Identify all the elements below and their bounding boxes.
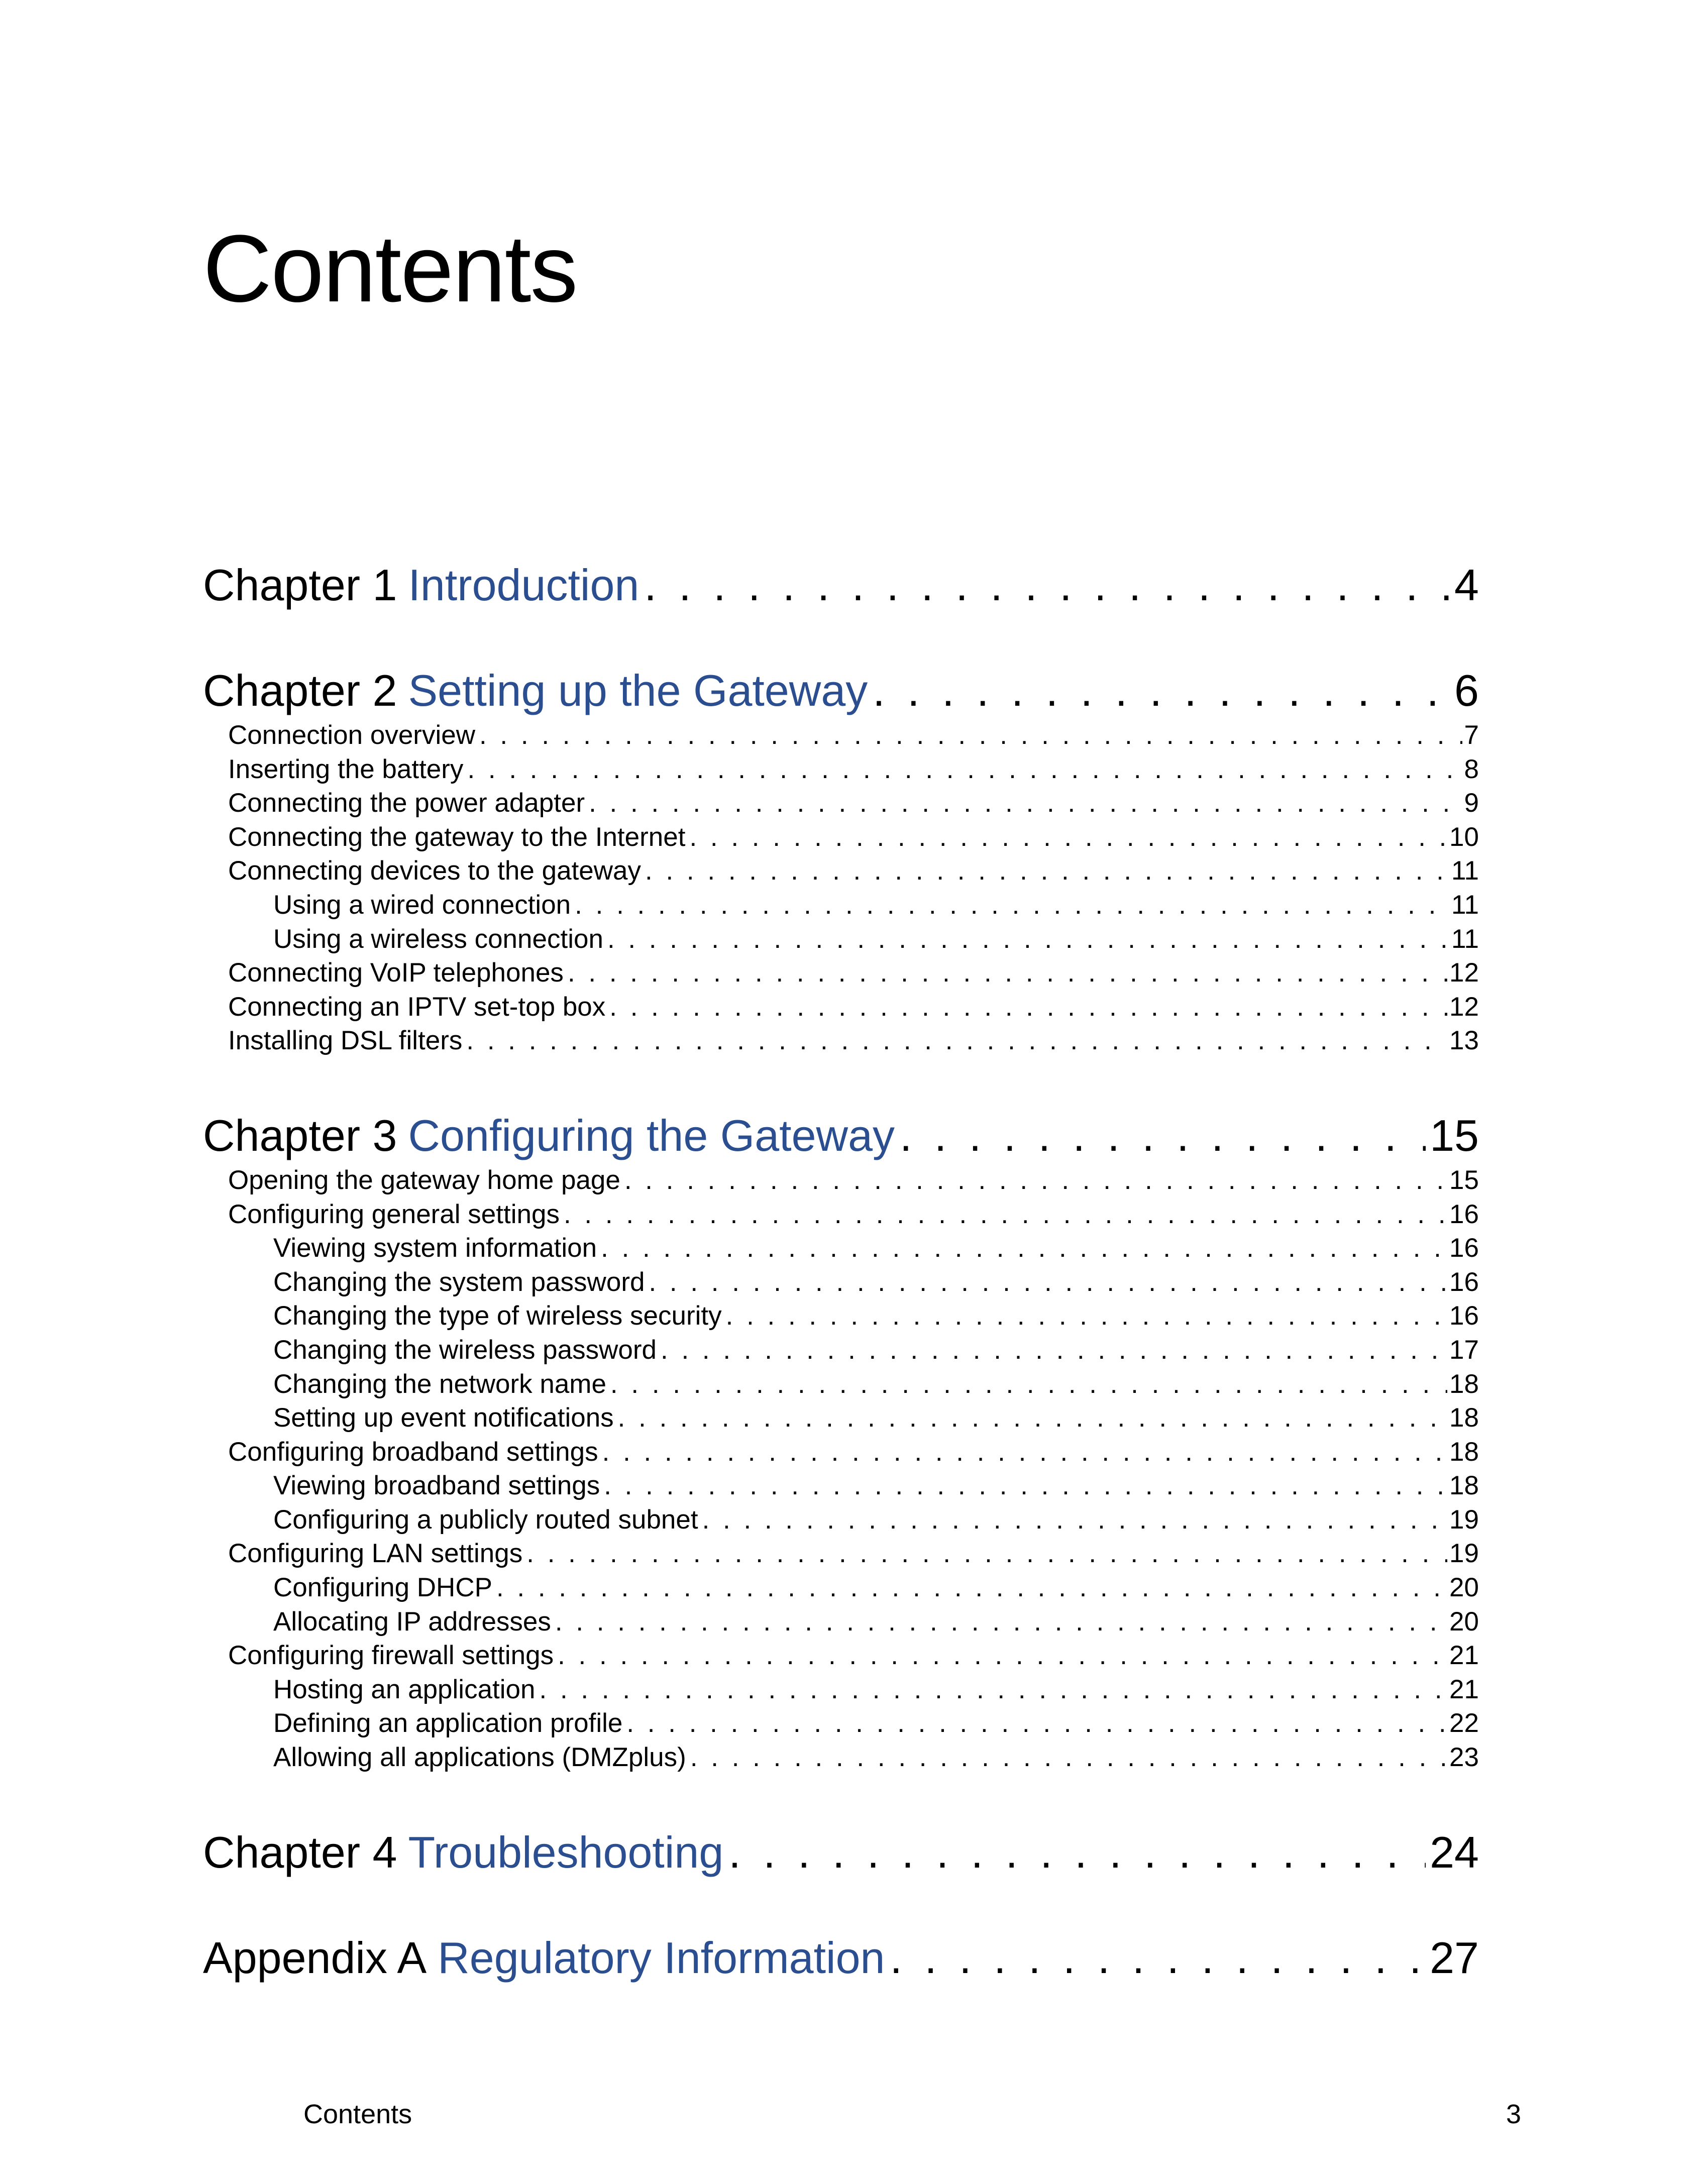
section-page-number: 12 bbox=[1449, 958, 1479, 988]
toc-section-entry[interactable] bbox=[203, 1265, 1479, 1299]
section-title: Changing the network name bbox=[273, 1369, 606, 1399]
chapter-title-link[interactable]: Troubleshooting bbox=[408, 1827, 724, 1877]
section-page-number: 16 bbox=[1449, 1301, 1479, 1331]
dot-leader bbox=[661, 1333, 1447, 1367]
chapter-prefix: Chapter 3 bbox=[203, 1110, 397, 1160]
section-title: Using a wired connection bbox=[273, 890, 571, 920]
section-page-number: 11 bbox=[1451, 856, 1479, 886]
toc-section-entry[interactable] bbox=[203, 922, 1479, 956]
toc-chapter-entry[interactable] bbox=[203, 1930, 1479, 1986]
dot-leader bbox=[589, 786, 1462, 820]
section-title: Inserting the battery bbox=[228, 754, 464, 784]
toc-section-entry[interactable] bbox=[203, 854, 1479, 888]
dot-leader bbox=[526, 1537, 1447, 1571]
section-title: Defining an application profile bbox=[273, 1708, 623, 1738]
section-page-number: 9 bbox=[1464, 788, 1479, 818]
toc-section-entry[interactable] bbox=[203, 1605, 1479, 1639]
section-title: Connection overview bbox=[228, 720, 475, 750]
section-title: Viewing broadband settings bbox=[273, 1471, 600, 1501]
dot-leader bbox=[466, 1024, 1447, 1058]
chapter-prefix: Chapter 2 bbox=[203, 666, 397, 715]
section-page-number: 15 bbox=[1449, 1165, 1479, 1195]
toc-section-entry[interactable] bbox=[203, 1197, 1479, 1232]
section-title: Setting up event notifications bbox=[273, 1403, 614, 1433]
section-page-number: 18 bbox=[1449, 1471, 1479, 1501]
section-page-number: 12 bbox=[1449, 992, 1479, 1022]
page-title: Contents bbox=[203, 215, 577, 322]
section-title: Connecting the gateway to the Internet bbox=[228, 822, 686, 852]
section-title: Allocating IP addresses bbox=[273, 1606, 551, 1637]
section-page-number: 20 bbox=[1449, 1573, 1479, 1603]
toc-section-entry[interactable] bbox=[203, 1024, 1479, 1058]
section-page-number: 13 bbox=[1449, 1026, 1479, 1056]
dot-leader bbox=[564, 1197, 1447, 1232]
chapter-prefix: Appendix A bbox=[203, 1932, 427, 1983]
dot-leader bbox=[568, 956, 1447, 990]
section-title: Configuring broadband settings bbox=[228, 1437, 598, 1467]
section-page-number: 18 bbox=[1449, 1403, 1479, 1433]
section-title: Configuring a publicly routed subnet bbox=[273, 1504, 698, 1535]
page-footer bbox=[303, 2099, 1521, 2130]
dot-leader bbox=[873, 663, 1450, 718]
dot-leader bbox=[890, 1930, 1426, 1986]
section-title: Opening the gateway home page bbox=[228, 1165, 620, 1195]
dot-leader bbox=[555, 1605, 1447, 1639]
toc-section-entry[interactable] bbox=[203, 956, 1479, 990]
toc-section-entry[interactable] bbox=[203, 1435, 1479, 1469]
dot-leader bbox=[644, 558, 1450, 613]
section-title: Installing DSL filters bbox=[228, 1026, 463, 1056]
toc-chapter-entry[interactable] bbox=[203, 1825, 1479, 1880]
section-page-number: 19 bbox=[1449, 1504, 1479, 1535]
chapter-prefix: Chapter 1 bbox=[203, 560, 397, 610]
footer-page-number: 3 bbox=[1506, 2099, 1521, 2129]
chapter-prefix: Chapter 4 bbox=[203, 1827, 397, 1877]
dot-leader bbox=[558, 1639, 1447, 1673]
dot-leader bbox=[624, 1163, 1447, 1197]
section-page-number: 18 bbox=[1449, 1369, 1479, 1399]
section-page-number: 11 bbox=[1451, 890, 1479, 920]
toc-section-entry[interactable] bbox=[203, 1231, 1479, 1265]
table-of-contents bbox=[203, 558, 1479, 1986]
section-page-number: 18 bbox=[1449, 1437, 1479, 1467]
section-title: Configuring general settings bbox=[228, 1199, 560, 1229]
toc-chapter-entry[interactable] bbox=[203, 1108, 1479, 1163]
toc-section-entry[interactable] bbox=[203, 718, 1479, 752]
toc-section-entry[interactable] bbox=[203, 752, 1479, 787]
dot-leader bbox=[618, 1401, 1447, 1435]
toc-section-entry[interactable] bbox=[203, 1571, 1479, 1605]
dot-leader bbox=[609, 990, 1447, 1024]
toc-chapter-entry[interactable] bbox=[203, 558, 1479, 613]
section-page-number: 19 bbox=[1449, 1539, 1479, 1569]
dot-leader bbox=[649, 1265, 1447, 1299]
chapter-page-number: 4 bbox=[1454, 560, 1479, 610]
chapter-title-link[interactable]: Regulatory Information bbox=[438, 1932, 885, 1983]
section-title: Hosting an application bbox=[273, 1674, 536, 1704]
section-page-number: 7 bbox=[1464, 720, 1479, 750]
dot-leader bbox=[689, 820, 1447, 854]
section-page-number: 22 bbox=[1449, 1708, 1479, 1738]
section-title: Connecting the power adapter bbox=[228, 788, 585, 818]
toc-section-entry[interactable] bbox=[203, 820, 1479, 854]
chapter-title-link[interactable]: Configuring the Gateway bbox=[408, 1110, 895, 1160]
section-title: Using a wireless connection bbox=[273, 924, 603, 954]
dot-leader bbox=[645, 854, 1449, 888]
toc-section-entry[interactable] bbox=[203, 1639, 1479, 1673]
chapter-spacer bbox=[203, 1058, 1479, 1108]
toc-section-entry[interactable] bbox=[203, 1299, 1479, 1333]
section-page-number: 16 bbox=[1449, 1267, 1479, 1297]
toc-section-entry[interactable] bbox=[203, 1537, 1479, 1571]
section-title: Configuring LAN settings bbox=[228, 1539, 523, 1569]
dot-leader bbox=[602, 1435, 1447, 1469]
section-page-number: 21 bbox=[1449, 1674, 1479, 1704]
section-title: Connecting devices to the gateway bbox=[228, 856, 642, 886]
dot-leader bbox=[726, 1299, 1447, 1333]
section-page-number: 21 bbox=[1449, 1641, 1479, 1671]
section-page-number: 16 bbox=[1449, 1199, 1479, 1229]
chapter-title-link[interactable]: Setting up the Gateway bbox=[408, 666, 868, 715]
section-page-number: 17 bbox=[1449, 1335, 1479, 1365]
dot-leader bbox=[575, 888, 1449, 922]
section-page-number: 16 bbox=[1449, 1233, 1479, 1263]
toc-section-entry[interactable] bbox=[203, 1673, 1479, 1707]
chapter-page-number: 24 bbox=[1430, 1827, 1479, 1877]
toc-section-entry[interactable] bbox=[203, 786, 1479, 820]
toc-chapter-entry[interactable] bbox=[203, 663, 1479, 718]
dot-leader bbox=[900, 1108, 1426, 1163]
toc-section-entry[interactable] bbox=[203, 1706, 1479, 1740]
section-title: Changing the system password bbox=[273, 1267, 645, 1297]
section-page-number: 20 bbox=[1449, 1606, 1479, 1637]
dot-leader bbox=[690, 1740, 1447, 1775]
chapter-spacer bbox=[203, 613, 1479, 663]
dot-leader bbox=[702, 1503, 1447, 1537]
section-title: Viewing system information bbox=[273, 1233, 597, 1263]
chapter-page-number: 15 bbox=[1430, 1110, 1479, 1160]
toc-section-entry[interactable] bbox=[203, 1503, 1479, 1537]
chapter-spacer bbox=[203, 1880, 1479, 1930]
chapter-title-link[interactable]: Introduction bbox=[408, 560, 639, 610]
dot-leader bbox=[607, 922, 1449, 956]
dot-leader bbox=[728, 1825, 1426, 1880]
section-title: Allowing all applications (DMZplus) bbox=[273, 1742, 686, 1773]
dot-leader bbox=[467, 752, 1462, 787]
section-page-number: 23 bbox=[1449, 1742, 1479, 1773]
toc-section-entry[interactable] bbox=[203, 1469, 1479, 1503]
section-page-number: 10 bbox=[1449, 822, 1479, 852]
dot-leader bbox=[601, 1231, 1447, 1265]
dot-leader bbox=[610, 1367, 1447, 1401]
section-page-number: 11 bbox=[1451, 924, 1479, 954]
dot-leader bbox=[626, 1706, 1447, 1740]
dot-leader bbox=[479, 718, 1462, 752]
section-title: Configuring firewall settings bbox=[228, 1641, 554, 1671]
toc-section-entry[interactable] bbox=[203, 990, 1479, 1024]
toc-section-entry[interactable] bbox=[203, 1163, 1479, 1197]
section-title: Connecting an IPTV set-top box bbox=[228, 992, 606, 1022]
chapter-page-number: 6 bbox=[1454, 666, 1479, 715]
dot-leader bbox=[604, 1469, 1447, 1503]
footer-label: Contents bbox=[303, 2099, 412, 2129]
section-title: Changing the wireless password bbox=[273, 1335, 657, 1365]
toc-section-entry[interactable] bbox=[203, 1740, 1479, 1775]
section-title: Configuring DHCP bbox=[273, 1573, 492, 1603]
chapter-spacer bbox=[203, 1775, 1479, 1825]
chapter-page-number: 27 bbox=[1430, 1932, 1479, 1983]
dot-leader bbox=[496, 1571, 1447, 1605]
section-page-number: 8 bbox=[1464, 754, 1479, 784]
toc-section-entry[interactable] bbox=[203, 1401, 1479, 1435]
section-title: Connecting VoIP telephones bbox=[228, 958, 564, 988]
toc-section-entry[interactable] bbox=[203, 1333, 1479, 1367]
toc-section-entry[interactable] bbox=[203, 888, 1479, 922]
toc-section-entry[interactable] bbox=[203, 1367, 1479, 1401]
dot-leader bbox=[540, 1673, 1448, 1707]
section-title: Changing the type of wireless security bbox=[273, 1301, 722, 1331]
